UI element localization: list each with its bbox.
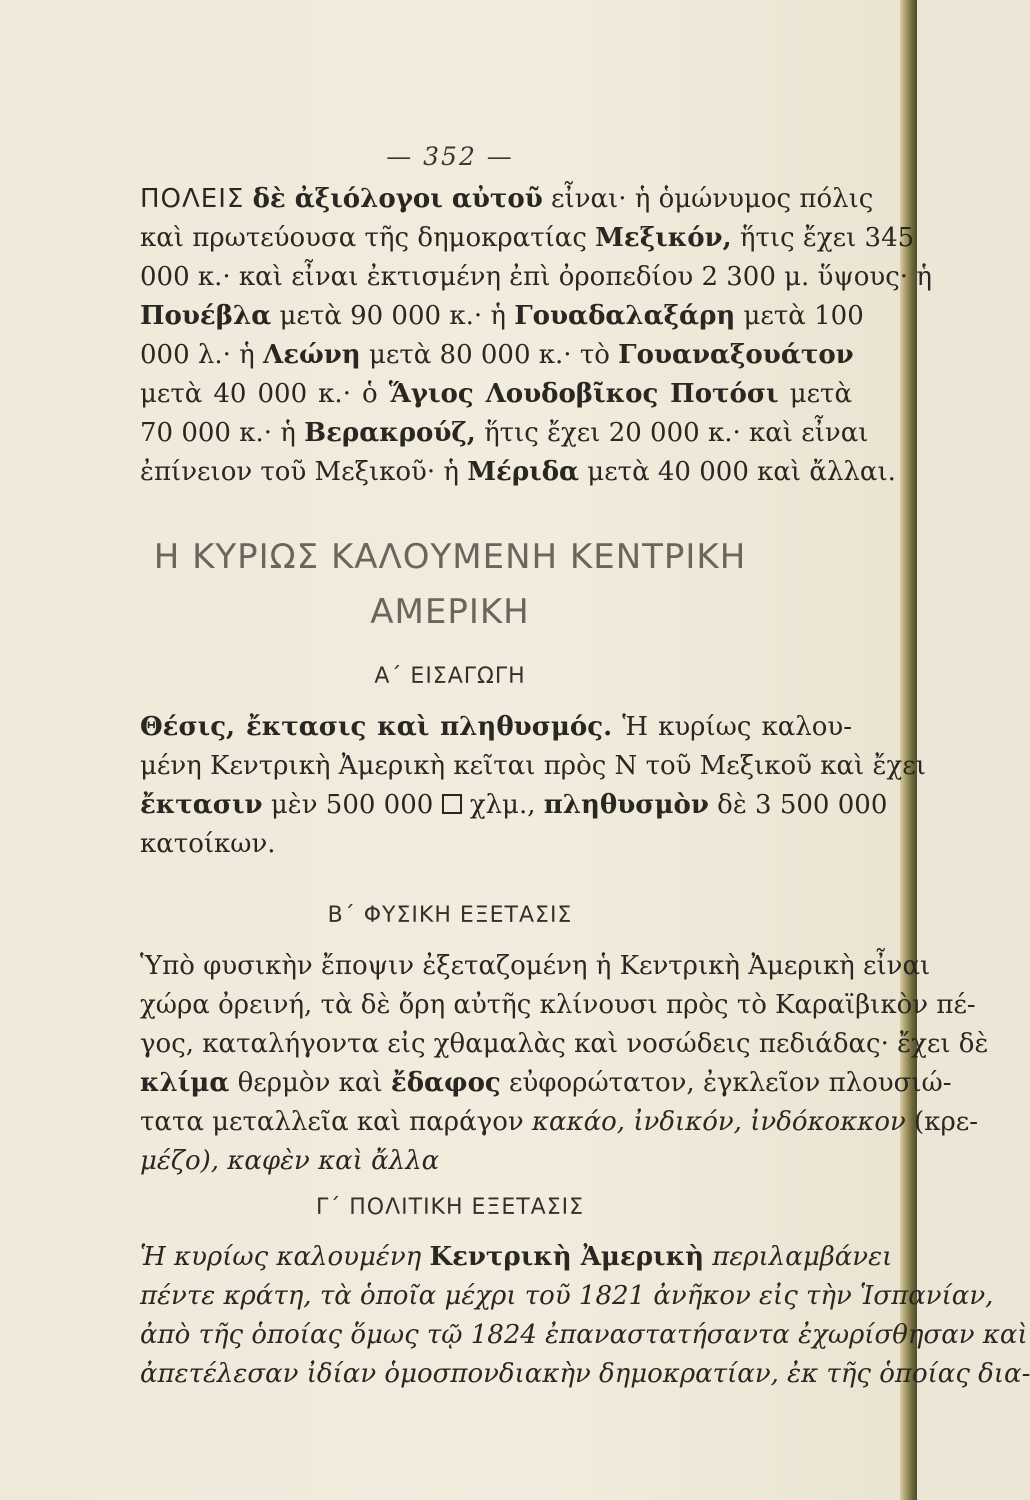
- text-line: καὶ πρωτεύουσα τῆς δημοκρατίας Μεξικόν, ἥτις ἔχει 345: [140, 223, 915, 253]
- text-line: ΠΟΛΕΙΣ δὲ ἀξιόλογοι αὐτοῦ εἶναι· ἡ ὁμώνυμος πόλις: [140, 184, 874, 214]
- intro-heading: Α΄ ΕΙΣΑΓΩΓΗ: [374, 664, 526, 689]
- square-symbol: [442, 794, 462, 814]
- text-line: ἀπετέλεσαν ἰδίαν ὁμοσπονδιακὴν δημοκρατίαν, ἐκ τῆς ὁποίας δια-: [140, 1359, 1030, 1389]
- text-line: Πουέβλα μετὰ 90 000 κ.· ἡ Γουαδαλαξάρη μετὰ 100: [140, 301, 864, 331]
- text-line: Θέσις, ἔκτασις καὶ πληθυσμός. Ἡ κυρίως καλου-: [140, 712, 852, 742]
- text-line: μετὰ 40 000 κ.· ὁ Ἅγιος Λουδοβῖκος Ποτόσι μετὰ: [140, 379, 853, 409]
- text-line: τατα μεταλλεῖα καὶ παράγον κακάο, ἰνδικόν, ἰνδόκοκκον (κρε-: [140, 1107, 978, 1137]
- political-paragraph: [140, 1238, 1030, 1394]
- political-heading: Γ΄ ΠΟΛΙΤΙΚΗ ΕΞΕΤΑΣΙΣ: [315, 1195, 584, 1220]
- physical-paragraph: [140, 947, 989, 1181]
- cities-paragraph: [140, 180, 932, 492]
- text-line: χώρα ὀρεινή, τὰ δὲ ὄρη αὐτῆς κλίνουσι πρὸς τὸ Καραϊβικὸν πέ-: [140, 990, 976, 1020]
- text-line: ἔκτασιν μὲν 500 000 χλμ., πληθυσμὸν δὲ 3 500 000: [140, 790, 888, 820]
- text-line: ἐπίνειον τοῦ Μεξικοῦ· ἡ Μέριδα μετὰ 40 000 καὶ ἄλλαι.: [140, 457, 896, 487]
- text-line: 000 λ.· ἡ Λεώνη μετὰ 80 000 κ.· τὸ Γουαναξουάτον: [140, 340, 854, 370]
- intro-paragraph: [140, 708, 926, 864]
- text-line: μέζο), καφὲν καὶ ἄλλα: [140, 1146, 440, 1176]
- physical-heading: Β΄ ΦΥΣΙΚΗ ΕΞΕΤΑΣΙΣ: [327, 903, 573, 928]
- section-title-line-1: Η ΚΥΡΙΩΣ ΚΑΛΟΥΜΕΝΗ ΚΕΝΤΡΙΚΗ: [153, 537, 747, 577]
- text-line: κατοίκων.: [140, 829, 276, 859]
- section-title-line-2: ΑΜΕΡΙΚΗ: [370, 592, 530, 632]
- text-line: Ὑπὸ φυσικὴν ἔποψιν ἐξεταζομένη ἡ Κεντρικὴ Ἀμερικὴ εἶναι: [140, 951, 931, 981]
- text-line: ἀπὸ τῆς ὁποίας ὅμως τῷ 1824 ἐπαναστατήσαντα ἐχωρίσθησαν καὶ: [140, 1320, 1028, 1350]
- text-line: 000 κ.· καὶ εἶναι ἐκτισμένη ἐπὶ ὀροπεδίου 2 300 μ. ὕψους· ἡ: [140, 262, 932, 292]
- page-number: — 352 —: [386, 142, 514, 171]
- text-line: Ἡ κυρίως καλουμένη Κεντρικὴ Ἀμερικὴ περιλαμβάνει: [140, 1242, 893, 1272]
- text-line: μένη Κεντρικὴ Ἀμερικὴ κεῖται πρὸς Ν τοῦ Μεξικοῦ καὶ ἔχει: [140, 751, 926, 781]
- text-line: γος, καταλήγοντα εἰς χθαμαλὰς καὶ νοσώδεις πεδιάδας· ἔχει δὲ: [140, 1029, 989, 1059]
- text-line: κλίμα θερμὸν καὶ ἔδαφος εὐφορώτατον, ἐγκλεῖον πλουσιώ-: [140, 1068, 952, 1098]
- text-line: πέντε κράτη, τὰ ὁποῖα μέχρι τοῦ 1821 ἀνῆκον εἰς τὴν Ἱσπανίαν,: [140, 1281, 994, 1311]
- text-line: 70 000 κ.· ἡ Βερακρούζ, ἥτις ἔχει 20 000 κ.· καὶ εἶναι: [140, 418, 869, 448]
